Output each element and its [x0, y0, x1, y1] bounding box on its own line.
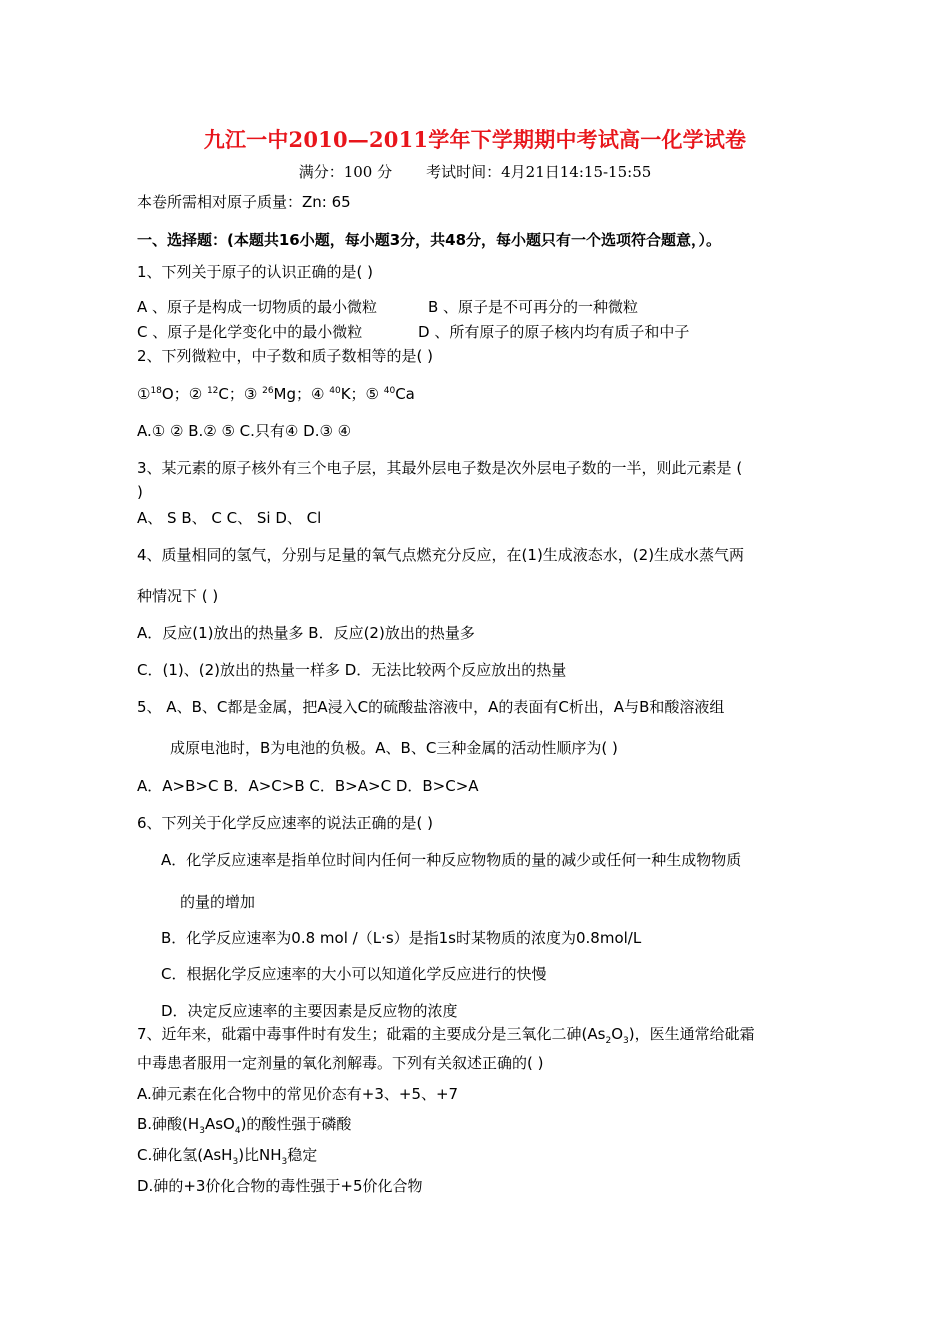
question-7-option-a: A.砷元素在化合物中的常见价态有+3、+5、+7: [137, 1085, 459, 1103]
question-5-stem: 5、 A、B、C都是金属，把A浸入C的硫酸盐溶液中，A的表面有C析出，A与B和酸溶液组: [137, 698, 725, 716]
question-3-options: A、 S B、 C C、 Si D、 Cl: [137, 509, 322, 527]
question-7-stem-cont: 中毒患者服用一定剂量的氧化剂解毒。下列有关叙述正确的( ): [137, 1054, 544, 1072]
question-4-stem-cont: 种情况下 ( ): [137, 587, 219, 605]
question-4-options-cd: C．(1)、(2)放出的热量一样多 D．无法比较两个反应放出的热量: [137, 661, 567, 679]
question-4-stem: 4、质量相同的氢气，分别与足量的氧气点燃充分反应，在(1)生成液态水，(2)生成水蒸气两: [137, 546, 745, 564]
question-7-option-d: D.砷的+3价化合物的毒性强于+5价化合物: [137, 1177, 423, 1195]
question-4-options-ab: A．反应(1)放出的热量多 B．反应(2)放出的热量多: [137, 624, 475, 642]
exam-time: 考试时间：4月21日14:15-15:55: [426, 163, 652, 181]
question-6-option-a-cont: 的量的增加: [180, 893, 256, 911]
question-5-options: A．A>B>C B．A>C>B C．B>A>C D．B>C>A: [137, 777, 479, 795]
question-3-stem: 3、某元素的原子核外有三个电子层，其最外层电子数是次外层电子数的一半，则此元素是 (: [137, 459, 743, 477]
question-6-option-d: D．决定反应速率的主要因素是反应物的浓度: [161, 1002, 458, 1020]
question-7-stem: 7、近年来，砒霜中毒事件时有发生；砒霜的主要成分是三氧化二砷$(As_2O_3)$，医生通常给砒霜: [137, 1025, 755, 1046]
question-1-option-d: D 、所有原子的原子核内均有质子和中子: [418, 323, 690, 341]
question-1-stem: 1、下列关于原子的认识正确的是( ): [137, 263, 374, 281]
question-5-stem-cont: 成原电池时，B为电池的负极。A、B、C三种金属的活动性顺序为( ): [170, 739, 618, 757]
question-3-stem-cont: ): [137, 483, 143, 501]
question-6-option-c: C．根据化学反应速率的大小可以知道化学反应进行的快慢: [161, 965, 547, 983]
full-score: 满分：100 分: [298, 163, 393, 181]
question-2-stem: 2、下列微粒中，中子数和质子数相等的是( ): [137, 347, 434, 365]
question-1-option-a: A 、原子是构成一切物质的最小微粒: [137, 298, 378, 316]
atomic-mass-note: 本卷所需相对原子质量：Zn: 65: [137, 193, 351, 211]
question-7-option-c: C.砷化氢(AsH$_3$)比$NH_3$稳定: [137, 1146, 318, 1167]
question-7-option-b: B.砷酸$(H_3AsO_4)$的酸性强于磷酸: [137, 1115, 352, 1136]
section-heading: 一、选择题：(本题共16小题，每小题3分，共48分，每小题只有一个选项符合题意，）。: [137, 231, 722, 249]
question-6-stem: 6、下列关于化学反应速率的说法正确的是( ): [137, 814, 434, 832]
question-2-options: A.① ② B.② ⑤ C.只有④ D.③ ④: [137, 422, 352, 440]
exam-subtitle: [0, 161, 950, 182]
question-1-option-c: C 、原子是化学变化中的最小微粒: [137, 323, 363, 341]
question-1-option-b: B 、原子是不可再分的一种微粒: [428, 298, 639, 316]
exam-title: 九江一中2010—2011学年下学期期中考试高一化学试卷: [203, 127, 747, 152]
question-6-option-a: A．化学反应速率是指单位时间内任何一种反应物物质的量的减少或任何一种生成物物质: [161, 851, 742, 869]
question-2-particles: ①$^{18}$O；② $^{12}$C；③ $^{26}$Mg；④ $^{40}$K；⑤ $^{40}$Ca: [137, 385, 415, 403]
question-6-option-b: B．化学反应速率为0.8 mol /（L·s）是指1s时某物质的浓度为0.8mol/L: [161, 929, 642, 947]
